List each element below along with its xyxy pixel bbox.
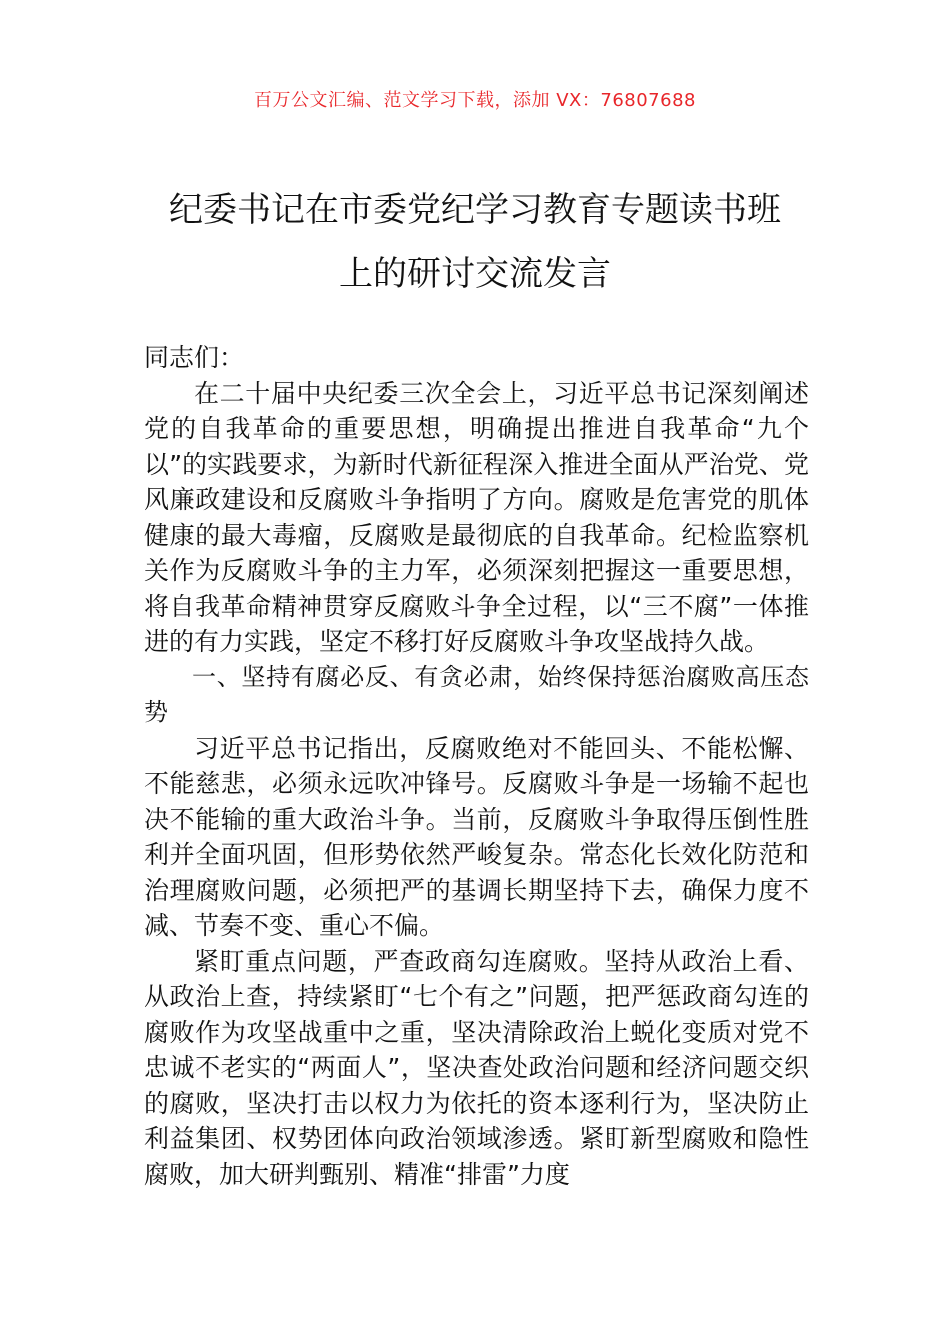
title-line-2: 上的研讨交流发言 (339, 254, 611, 294)
paragraph-section-1-a: 习近平总书记指出，反腐败绝对不能回头、不能松懈、不能慈悲，必须永远吹冲锋号。反腐败斗争是一场输不起也决不能输的重大政治斗争。当前，反腐败斗争取得压倒性胜利并全面巩固，但形势依然严峻复杂。常态化长效化防范和治理腐败问题，必须把严的基调长期坚持下去，确保力度不减、节奏不变、重心不偏。 (144, 733, 809, 940)
document-body (144, 340, 809, 1192)
salutation: 同志们： (144, 343, 245, 372)
paragraph-section-1-b: 紧盯重点问题，严查政商勾连腐败。坚持从政治上看、从政治上查，持续紧盯“七个有之”问题，把严惩政商勾连的腐败作为攻坚战重中之重，坚决清除政治上蜕化变质对党不忠诚不老实的“两面人”，坚决查处政治问题和经济问题交织的腐败，坚决打击以权力为依托的资本逐利行为，坚决防止利益集团、权势团体向政治领域渗透。紧盯新型腐败和隐性腐败，加大研判甄别、精准“排雷”力度 (144, 946, 809, 1189)
page-title (100, 178, 850, 306)
title-line-1: 纪委书记在市委党纪学习教育专题读书班 (169, 190, 781, 230)
paragraph-intro: 在二十届中央纪委三次全会上，习近平总书记深刻阐述党的自我革命的重要思想，明确提出推进自我革命“九个以”的实践要求，为新时代新征程深入推进全面从严治党、党风廉政建设和反腐败斗争指明了方向。腐败是危害党的肌体健康的最大毒瘤，反腐败是最彻底的自我革命。纪检监察机关作为反腐败斗争的主力军，必须深刻把握这一重要思想，将自我革命精神贯穿反腐败斗争全过程，以“三不腐”一体推进的有力实践，坚定不移打好反腐败斗争攻坚战持久战。 (144, 378, 809, 656)
header-note: 百万公文汇编、范文学习下载，添加 VX：76807688 (254, 90, 696, 111)
section-heading-1: 一、坚持有腐必反、有贪必肃，始终保持惩治腐败高压态势 (144, 662, 809, 726)
